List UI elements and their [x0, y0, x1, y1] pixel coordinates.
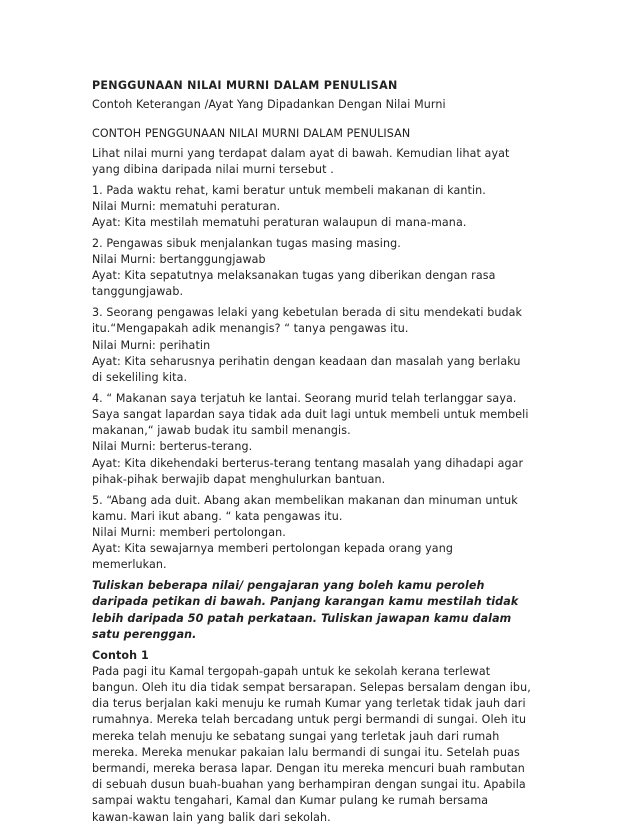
example-4: [92, 391, 562, 488]
example-line: Ayat: Kita mestilah mematuhi peraturan walaupun di mana-mana.: [92, 216, 467, 230]
example-line: Ayat: Kita dikehendaki berterus-terang tentang masalah yang dihadapi agar: [92, 456, 524, 470]
example-line: tanggungjawab.: [92, 285, 184, 299]
contoh-line: rumahnya. Mereka telah bercadang untuk pergi bermandi di sungai. Oleh itu: [92, 713, 527, 727]
example-line: Ayat: Kita sewajarnya memberi pertolongan kepada orang yang: [92, 542, 453, 556]
example-line: Ayat: Kita seharusnya perihatin dengan keadaan dan masalah yang berlaku: [92, 354, 521, 368]
contoh-line: kawan-kawan lain yang balik dari sekolah.: [92, 810, 331, 824]
example-line: di sekeliling kita.: [92, 371, 188, 385]
instruction-line: satu perenggan.: [92, 627, 197, 641]
document-title: PENGGUNAAN NILAI MURNI DALAM PENULISAN: [92, 79, 398, 92]
example-line: Nilai Murni: bertanggungjawab: [92, 253, 266, 267]
example-5: [92, 493, 562, 574]
document-page: [92, 78, 562, 830]
example-line: 3. Seorang pengawas lelaki yang kebetulan berada di situ mendekati budak: [92, 306, 523, 320]
intro-paragraph: [92, 146, 562, 178]
instruction-line: daripada petikan di bawah. Panjang karangan kamu mestilah tidak: [92, 595, 519, 609]
example-line: 5. “Abang ada duit. Abang akan membelikan makanan dan minuman untuk: [92, 493, 518, 507]
example-line: memerlukan.: [92, 558, 167, 572]
example-line: 1. Pada waktu rehat, kami beratur untuk membeli makanan di kantin.: [92, 183, 486, 197]
contoh-line: di sebuah dusun buah-buahan yang berhampiran dengan sungai itu. Apabila: [92, 778, 526, 792]
example-2: [92, 236, 562, 301]
contoh-paragraph: [92, 664, 562, 826]
contoh-line: dia terus berjalan kaki menuju ke rumah Kumar yang terletak tidak jauh dari: [92, 697, 526, 711]
contoh-line: mereka telah menuju ke sebatang sungai yang terletak jauh dari rumah: [92, 729, 500, 743]
contoh-line: bangun. Oleh itu dia tidak sempat bersarapan. Selepas bersalam dengan ibu,: [92, 681, 531, 695]
contoh-heading: Contoh 1: [92, 648, 149, 662]
contoh-line: sampai waktu tengahari, Kamal dan Kumar pulang ke rumah bersama: [92, 794, 489, 808]
contoh-line: mereka. Mereka menukar pakaian lalu bermandi di sungai itu. Setelah puas: [92, 745, 520, 759]
intro-line: Lihat nilai murni yang terdapat dalam ayat di bawah. Kemudian lihat ayat: [92, 146, 510, 160]
contoh-line: bermandi, mereka berasa lapar. Dengan itu mereka mencuri buah rambutan: [92, 762, 525, 776]
example-line: Nilai Murni: mematuhi peraturan.: [92, 199, 281, 213]
example-line: pihak-pihak berwajib dapat menghulurkan bantuan.: [92, 472, 386, 486]
example-1: [92, 183, 562, 232]
example-line: 4. “ Makanan saya terjatuh ke lantai. Seorang murid telah terlanggar saya.: [92, 391, 517, 405]
section-heading: CONTOH PENGGUNAAN NILAI MURNI DALAM PENULISAN: [92, 127, 411, 141]
example-line: Ayat: Kita sepatutnya melaksanakan tugas yang diberikan dengan rasa: [92, 269, 496, 283]
example-line: itu.“Mengapakah adik menangis? “ tanya pengawas itu.: [92, 322, 409, 336]
example-line: Nilai Murni: perihatin: [92, 338, 211, 352]
contoh-line: Pada pagi itu Kamal tergopah-gapah untuk ke sekolah kerana terlewat: [92, 664, 491, 678]
instruction-paragraph: [92, 578, 562, 643]
example-line: Nilai Murni: memberi pertolongan.: [92, 526, 286, 540]
instruction-line: Tuliskan beberapa nilai/ pengajaran yang boleh kamu peroleh: [92, 579, 485, 593]
example-3: [92, 305, 562, 386]
example-line: makanan,“ jawab budak itu sambil menangis.: [92, 424, 351, 438]
instruction-line: lebih daripada 50 patah perkataan. Tuliskan jawapan kamu dalam: [92, 611, 512, 625]
intro-line: yang dibina daripada nilai murni tersebut .: [92, 162, 334, 176]
document-subtitle: Contoh Keterangan /Ayat Yang Dipadankan Dengan Nilai Murni: [92, 98, 446, 112]
example-line: Saya sangat lapardan saya tidak ada duit lagi untuk membeli untuk membeli: [92, 408, 529, 422]
example-line: 2. Pengawas sibuk menjalankan tugas masing masing.: [92, 236, 401, 250]
example-line: kamu. Mari ikut abang. “ kata pengawas itu.: [92, 509, 343, 523]
example-line: Nilai Murni: berterus-terang.: [92, 440, 253, 454]
